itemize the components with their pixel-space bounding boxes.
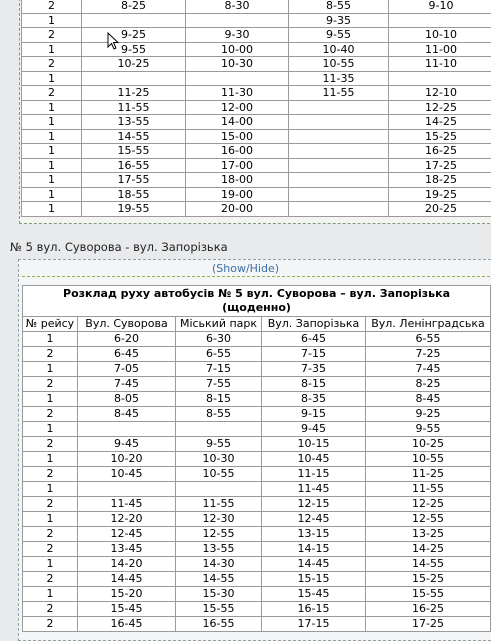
table-cell (78, 422, 176, 437)
table-cell: 11-10 (389, 57, 491, 72)
table-cell: 18-55 (82, 187, 186, 202)
table-row (23, 542, 491, 557)
table-cell: 11-55 (366, 482, 491, 497)
table-cell: 7-15 (262, 347, 366, 362)
table-row (23, 527, 491, 542)
table-cell: 6-45 (78, 347, 176, 362)
table-cell: 17-00 (186, 158, 289, 173)
table-cell: 8-35 (262, 392, 366, 407)
table-cell: 2 (23, 437, 78, 452)
table-row (23, 587, 491, 602)
table-row (22, 115, 491, 130)
table-cell: 8-55 (289, 0, 389, 13)
table-cell: 6-45 (262, 332, 366, 347)
table-cell: 12-25 (389, 100, 491, 115)
table-cell: 15-45 (262, 587, 366, 602)
table-cell: 14-15 (262, 542, 366, 557)
table-cell: 2 (23, 617, 78, 632)
table-cell: 12-00 (186, 100, 289, 115)
table-cell: 1 (23, 482, 78, 497)
table-cell: 10-55 (176, 467, 262, 482)
table-cell: 9-45 (78, 437, 176, 452)
table-cell: 8-55 (176, 407, 262, 422)
table-cell (176, 482, 262, 497)
table-cell: 13-55 (176, 542, 262, 557)
table-cell: 10-00 (186, 42, 289, 57)
table-cell: 15-55 (366, 587, 491, 602)
table-cell: 17-55 (82, 173, 186, 188)
table-cell (389, 13, 491, 28)
table-cell: 8-45 (78, 407, 176, 422)
table-cell: 14-55 (82, 129, 186, 144)
table-cell: 11-45 (262, 482, 366, 497)
table-cell: 12-15 (262, 497, 366, 512)
table-cell: 2 (23, 497, 78, 512)
table-cell: 17-15 (262, 617, 366, 632)
table-cell: 8-25 (82, 0, 186, 13)
table-row (23, 422, 491, 437)
table-row (23, 362, 491, 377)
table-cell: 12-10 (389, 86, 491, 101)
table-cell: 19-00 (186, 187, 289, 202)
table-cell: 20-25 (389, 202, 491, 217)
table-row (22, 71, 491, 86)
table-cell: 7-05 (78, 362, 176, 377)
table-cell: 13-25 (366, 527, 491, 542)
table-cell: 7-45 (366, 362, 491, 377)
table-cell: 14-25 (366, 542, 491, 557)
table-cell: 11-15 (262, 467, 366, 482)
table-cell: 7-25 (366, 347, 491, 362)
mouse-cursor-icon (107, 32, 121, 52)
schedule-table-1 (21, 0, 491, 217)
table-cell: 7-45 (78, 377, 176, 392)
table-cell: 11-25 (366, 467, 491, 482)
table-cell: 1 (22, 115, 82, 130)
table-cell: 14-00 (186, 115, 289, 130)
table-cell: 15-45 (78, 602, 176, 617)
table-cell: 1 (23, 422, 78, 437)
table-cell: 6-55 (176, 347, 262, 362)
table-cell: 1 (23, 512, 78, 527)
table-cell: 16-25 (389, 144, 491, 159)
table-cell: 8-45 (366, 392, 491, 407)
table-cell: 12-25 (366, 497, 491, 512)
table-cell: 12-55 (176, 527, 262, 542)
table-row (23, 377, 491, 392)
table-cell: 6-55 (366, 332, 491, 347)
table-cell: 2 (23, 347, 78, 362)
header-leningradska: Вул. Ленінградська (366, 317, 491, 332)
schedule-header-row (23, 317, 491, 332)
table-cell (289, 129, 389, 144)
table-cell: 10-30 (176, 452, 262, 467)
table-row (23, 602, 491, 617)
table-row (23, 347, 491, 362)
table-cell: 15-20 (78, 587, 176, 602)
table-cell: 9-25 (366, 407, 491, 422)
table-cell: 2 (22, 28, 82, 43)
table-cell: 8-15 (262, 377, 366, 392)
table-cell (186, 71, 289, 86)
table-cell: 15-15 (262, 572, 366, 587)
table-cell (82, 13, 186, 28)
table-row (22, 144, 491, 159)
table-cell: 10-45 (78, 467, 176, 482)
table-cell: 16-00 (186, 144, 289, 159)
schedule-title-row (23, 286, 491, 317)
table-cell: 10-20 (78, 452, 176, 467)
table-cell: 1 (23, 452, 78, 467)
table-cell: 1 (22, 144, 82, 159)
table-cell (289, 115, 389, 130)
table-cell: 7-15 (176, 362, 262, 377)
table-cell: 14-30 (176, 557, 262, 572)
route-5-heading: № 5 вул. Суворова - вул. Запорізька (10, 240, 228, 254)
header-trip-number: № рейсу (23, 317, 78, 332)
header-suvorova: Вул. Суворова (78, 317, 176, 332)
table-cell: 1 (23, 587, 78, 602)
table-cell: 6-20 (78, 332, 176, 347)
table-row (23, 497, 491, 512)
table-cell: 19-55 (82, 202, 186, 217)
table-row (23, 617, 491, 632)
table-cell: 11-25 (82, 86, 186, 101)
table-cell: 11-55 (176, 497, 262, 512)
table-cell: 1 (22, 42, 82, 57)
table-row (23, 467, 491, 482)
table-cell (82, 71, 186, 86)
table-cell: 12-45 (78, 527, 176, 542)
table-row (22, 173, 491, 188)
table-cell: 12-55 (366, 512, 491, 527)
table-cell: 15-25 (366, 572, 491, 587)
table-cell: 14-20 (78, 557, 176, 572)
table-cell: 10-30 (186, 57, 289, 72)
table-cell: 9-10 (389, 0, 491, 13)
table-cell: 16-15 (262, 602, 366, 617)
table-row (22, 86, 491, 101)
table-cell: 14-45 (78, 572, 176, 587)
table-row (22, 28, 491, 43)
table-cell: 9-55 (289, 28, 389, 43)
table-cell: 1 (22, 158, 82, 173)
table-row (23, 452, 491, 467)
table-cell: 13-15 (262, 527, 366, 542)
table-cell: 15-30 (176, 587, 262, 602)
toggle-divider (22, 276, 490, 277)
table-cell: 11-55 (82, 100, 186, 115)
table-cell: 11-00 (389, 42, 491, 57)
table-row (23, 572, 491, 587)
table-cell: 17-25 (389, 158, 491, 173)
table-cell: 2 (22, 57, 82, 72)
table-cell: 9-25 (82, 28, 186, 43)
table-cell: 1 (22, 129, 82, 144)
table-cell: 12-20 (78, 512, 176, 527)
table-cell: 1 (22, 100, 82, 115)
table-cell: 2 (23, 377, 78, 392)
schedule-title-line2: (щоденно) (222, 301, 291, 314)
table-cell: 10-45 (262, 452, 366, 467)
table-row (22, 100, 491, 115)
table-cell: 11-55 (289, 86, 389, 101)
table-cell: 16-55 (176, 617, 262, 632)
schedule-title-line1: Розклад руху автобусів № 5 вул. Суворова – вул. Запорізька (63, 287, 450, 300)
table-row (23, 512, 491, 527)
table-row (22, 202, 491, 217)
table-cell: 1 (23, 392, 78, 407)
table-row (22, 129, 491, 144)
header-zaporizka: Вул. Запорізька (262, 317, 366, 332)
table-cell: 10-40 (289, 42, 389, 57)
table-cell: 2 (23, 542, 78, 557)
table-cell: 2 (23, 602, 78, 617)
table-cell: 1 (22, 71, 82, 86)
table-row (22, 158, 491, 173)
table-cell: 9-15 (262, 407, 366, 422)
show-hide-toggle[interactable]: (Show/Hide) (0, 262, 491, 275)
table-row (23, 332, 491, 347)
table-cell: 19-25 (389, 187, 491, 202)
table-row (22, 42, 491, 57)
table-cell: 2 (23, 407, 78, 422)
table-cell: 2 (22, 86, 82, 101)
table-cell (289, 202, 389, 217)
table-cell (186, 13, 289, 28)
table-cell: 10-15 (262, 437, 366, 452)
table-cell: 8-05 (78, 392, 176, 407)
schedule-title (23, 286, 491, 317)
table-row (23, 482, 491, 497)
table-cell (289, 100, 389, 115)
table-row (23, 557, 491, 572)
table-cell: 11-45 (78, 497, 176, 512)
table-cell: 10-55 (289, 57, 389, 72)
table-row (22, 187, 491, 202)
table-cell: 14-25 (389, 115, 491, 130)
table-row (22, 0, 491, 13)
table-cell: 10-25 (366, 437, 491, 452)
table-cell: 7-35 (262, 362, 366, 377)
table-row (23, 407, 491, 422)
table-cell: 11-30 (186, 86, 289, 101)
table-cell: 15-25 (389, 129, 491, 144)
table-row (22, 57, 491, 72)
table-row (23, 392, 491, 407)
table-cell: 9-45 (262, 422, 366, 437)
table-row (22, 13, 491, 28)
table-cell: 16-55 (82, 158, 186, 173)
table-cell: 15-55 (176, 602, 262, 617)
table-cell: 8-15 (176, 392, 262, 407)
table-cell: 2 (23, 572, 78, 587)
table-cell: 9-55 (176, 437, 262, 452)
table-cell: 8-25 (366, 377, 491, 392)
table-cell: 8-30 (186, 0, 289, 13)
table-cell: 1 (23, 332, 78, 347)
table-cell (176, 422, 262, 437)
table-cell: 9-55 (366, 422, 491, 437)
table-cell: 6-30 (176, 332, 262, 347)
table-cell: 2 (22, 0, 82, 13)
table-cell: 12-45 (262, 512, 366, 527)
table-cell: 18-00 (186, 173, 289, 188)
table-cell: 1 (23, 362, 78, 377)
table-cell: 14-55 (366, 557, 491, 572)
header-city-park: Міський парк (176, 317, 262, 332)
table-cell: 15-55 (82, 144, 186, 159)
table-cell (289, 173, 389, 188)
table-cell: 16-45 (78, 617, 176, 632)
table-cell: 9-30 (186, 28, 289, 43)
table-cell: 14-45 (262, 557, 366, 572)
schedule-table-2 (22, 285, 491, 632)
table-cell: 7-55 (176, 377, 262, 392)
table-cell: 11-35 (289, 71, 389, 86)
table-cell: 2 (23, 467, 78, 482)
table-cell: 20-00 (186, 202, 289, 217)
table-cell: 18-25 (389, 173, 491, 188)
table-cell: 13-45 (78, 542, 176, 557)
table-cell: 10-10 (389, 28, 491, 43)
table-cell: 1 (22, 13, 82, 28)
table-cell (289, 187, 389, 202)
table-cell: 13-55 (82, 115, 186, 130)
table-cell (78, 482, 176, 497)
table-cell (289, 158, 389, 173)
table-cell: 1 (22, 187, 82, 202)
table-cell: 16-25 (366, 602, 491, 617)
table-cell: 9-35 (289, 13, 389, 28)
table-row (23, 437, 491, 452)
table-cell: 17-25 (366, 617, 491, 632)
table-cell: 9-55 (82, 42, 186, 57)
table-cell: 1 (22, 202, 82, 217)
table-cell: 15-00 (186, 129, 289, 144)
table-cell (289, 144, 389, 159)
table-cell: 1 (22, 173, 82, 188)
table-cell: 14-55 (176, 572, 262, 587)
table-cell: 10-55 (366, 452, 491, 467)
table-cell: 12-30 (176, 512, 262, 527)
table-cell: 2 (23, 527, 78, 542)
table-cell: 10-25 (82, 57, 186, 72)
table-cell (389, 71, 491, 86)
table-cell: 1 (23, 557, 78, 572)
